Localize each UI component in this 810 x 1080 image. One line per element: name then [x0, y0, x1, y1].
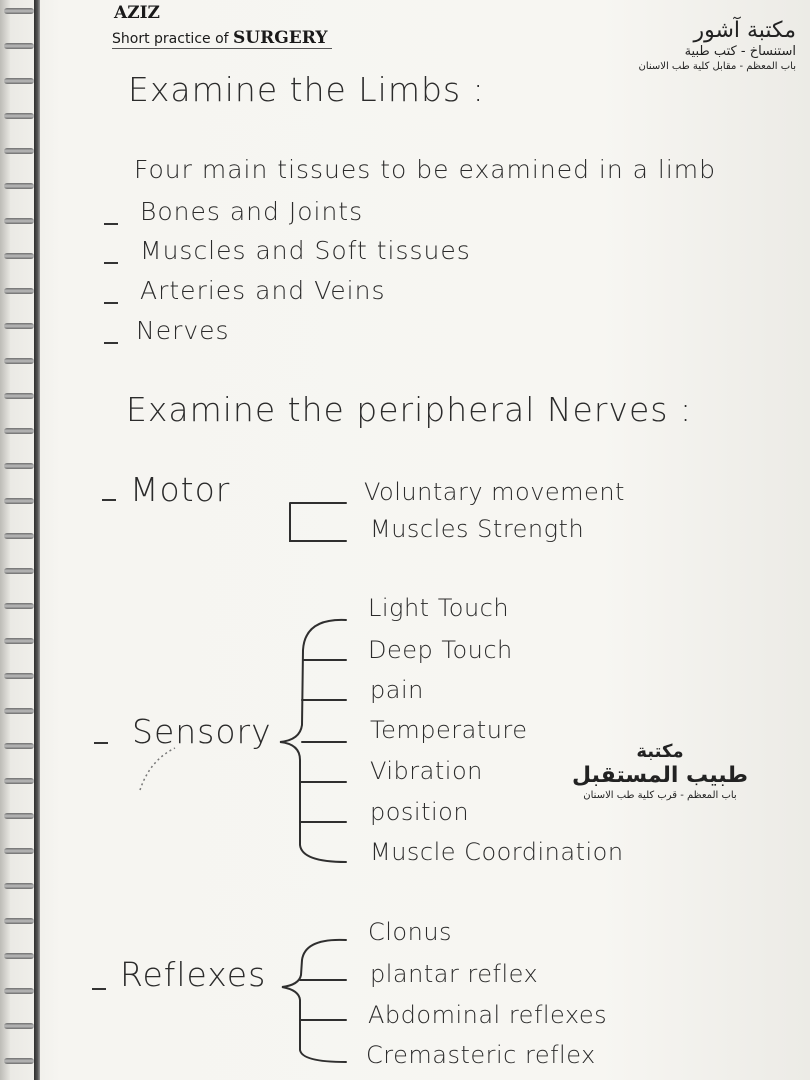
stamp-top-line3: باب المعظم - مقابل كلية طب الاسنان [638, 61, 796, 72]
reflexes-label: Reflexes [120, 955, 267, 994]
stamp-top-line1: مكتبة آشور [693, 18, 796, 43]
reflexes-tick [300, 980, 346, 1020]
tissue-item: Nerves [136, 316, 230, 345]
motor-bracket [290, 503, 346, 541]
motor-item: Voluntary movement [364, 478, 625, 506]
sensory-item: position [370, 798, 470, 826]
header-author: AZIZ [114, 3, 160, 23]
sensory-item: Vibration [370, 757, 483, 785]
sensory-item: pain [370, 676, 424, 704]
stamp-bottom-line2: طبيب المستقبل [572, 763, 748, 788]
reflexes-item: Clonus [368, 918, 453, 946]
reflexes-item: Cremasteric reflex [366, 1041, 596, 1069]
sensory-item: Light Touch [368, 594, 510, 622]
stamp-bottom-line3: باب المعظم - قرب كلية طب الاسنان [583, 790, 737, 801]
dotted-scribble [140, 748, 175, 790]
tissue-item: Arteries and Veins [140, 276, 386, 305]
reflexes-item: Abdominal reflexes [368, 1001, 608, 1029]
tissue-item: Muscles and Soft tissues [140, 236, 471, 265]
limbs-heading: Examine the Limbs : [128, 70, 485, 109]
stamp-bottom-line1: مكتبة [636, 741, 684, 762]
motor-label: Motor [130, 470, 231, 509]
library-stamp-bottom [560, 742, 760, 802]
tissue-item: Bones and Joints [140, 197, 364, 226]
sensory-item: Temperature [370, 716, 528, 744]
motor-item: Muscles Strength [370, 515, 585, 543]
stamp-top-line2: استنساخ - كتب طبية [684, 44, 796, 59]
sensory-item: Muscle Coordination [370, 838, 624, 866]
sensory-brace [280, 620, 346, 862]
sensory-tick [300, 660, 346, 822]
limbs-intro: Four main tissues to be examined in a limb [134, 155, 717, 184]
header-book-title: SURGERY [233, 28, 328, 48]
sensory-label: Sensory [132, 712, 272, 751]
reflexes-brace [282, 940, 346, 1062]
reflexes-item: plantar reflex [370, 960, 539, 988]
header-book-prefix: Short practice of [112, 31, 229, 47]
sensory-item: Deep Touch [368, 636, 513, 664]
nerves-heading: Examine the peripheral Nerves : [126, 390, 693, 429]
